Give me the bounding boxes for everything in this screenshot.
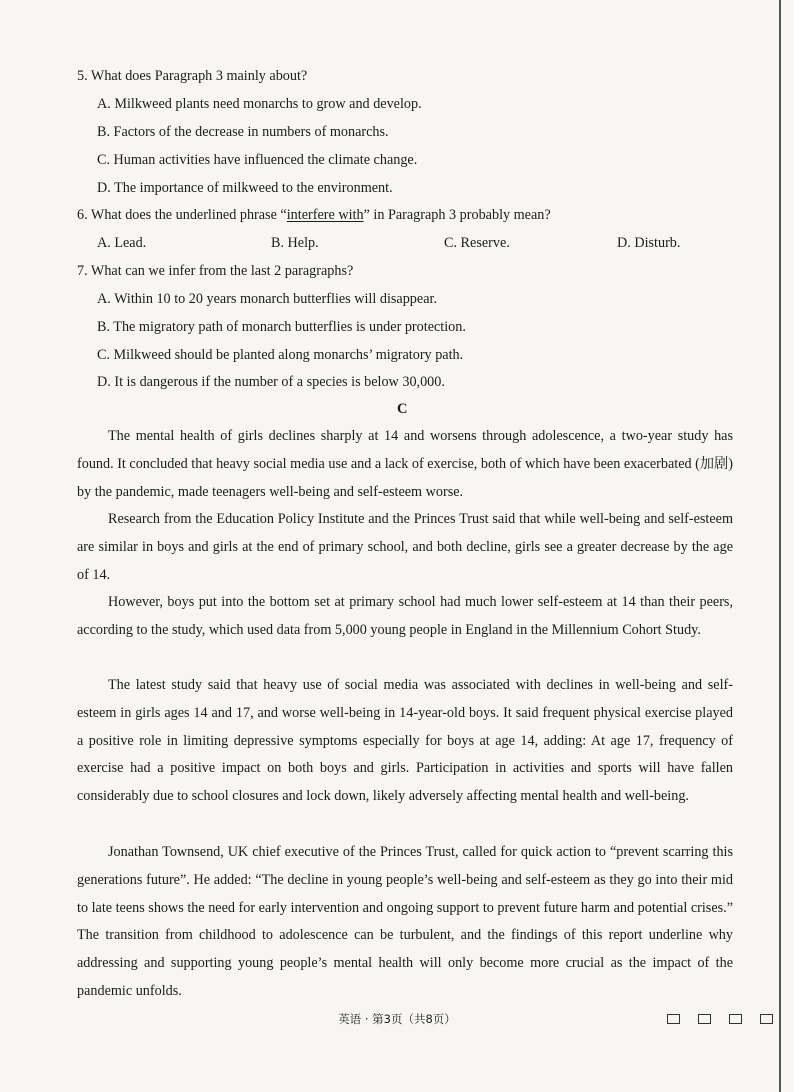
footer-box-3 [729,1014,742,1024]
question-5-option-d: D. The importance of milkweed to the environment. [97,180,393,196]
footer-box-2 [698,1014,711,1024]
question-6-option-a: A. Lead. [97,235,147,251]
question-7-stem: 7. What can we infer from the last 2 paragraphs? [77,263,354,279]
question-6-stem-before: 6. What does the underlined phrase “ [77,207,287,223]
question-5-option-b: B. Factors of the decrease in numbers of monarchs. [97,124,389,140]
question-5-stem: 5. What does Paragraph 3 mainly about? [77,68,308,84]
section-c-paragraph-3: However, boys put into the bottom set at primary school had much lower self-esteem at 14 than their peers, according to the study, which used data from 5,000 young people in England in the Millennium Cohort Study. [77,594,733,638]
question-6-option-c: C. Reserve. [444,235,510,251]
section-c-paragraph-1: The mental health of girls declines sharply at 14 and worsens through adolescence, a two-year study has found. It concluded that heavy social media use and a lack of exercise, both of which have been exacerbated (加剧) by the pandemic, made teenagers well-being and self-esteem worse. [77,428,733,500]
question-7-option-a: A. Within 10 to 20 years monarch butterflies will disappear. [97,291,437,307]
section-c-paragraph-4: The latest study said that heavy use of social media was associated with declines in well-being and self-esteem in girls ages 14 and 17, and worse well-being in 14-year-old boys. It said frequent physical exercise played a positive role in limiting depressive symptoms especially for boys at age 14, adding: At age 17, frequency of exercise had a positive impact on both boys and girls. Participation in activities and sports will have fallen considerably due to school closures and lock down, likely adversely affecting mental health and well-being. [77,677,733,805]
question-6-options [97,233,697,253]
question-6-stem-after: ” in Paragraph 3 probably mean? [363,207,551,223]
page-footer: 英语 · 第3页（共8页） [338,1012,456,1026]
question-6-option-b: B. Help. [271,235,319,251]
footer-box-4 [760,1014,773,1024]
page-edge-line [779,0,781,1092]
section-c-paragraph-2: Research from the Education Policy Institute and the Princes Trust said that while well-being and self-esteem are similar in boys and girls at the end of primary school, and both decline, girls see a greater decrease by the age of 14. [77,511,733,583]
question-7-option-c: C. Milkweed should be planted along monarchs’ migratory path. [97,347,464,363]
footer-box-1 [667,1014,680,1024]
question-5-option-c: C. Human activities have influenced the climate change. [97,152,418,168]
section-c-paragraph-5: Jonathan Townsend, UK chief executive of the Princes Trust, called for quick action to “prevent scarring this generations future”. He added: “The decline in young people’s well-being and self-esteem as they go into their mid to late teens shows the need for early intervention and ongoing support to prevent future harm and potential crises.” The transition from childhood to adolescence can be turbulent, and the findings of this report underline why addressing and supporting young people’s mental health will only become more crucial as the impact of the pandemic unfolds. [77,844,733,999]
section-c-heading: C [397,401,408,417]
question-6-underlined-phrase: interfere with [286,207,364,223]
footer-boxes [667,1014,773,1026]
question-7-option-d: D. It is dangerous if the number of a species is below 30,000. [97,374,445,390]
question-6-stem [77,205,551,225]
question-7-option-b: B. The migratory path of monarch butterflies is under protection. [97,319,466,335]
question-5-option-a: A. Milkweed plants need monarchs to grow and develop. [97,96,422,112]
question-6-option-d: D. Disturb. [617,235,681,251]
